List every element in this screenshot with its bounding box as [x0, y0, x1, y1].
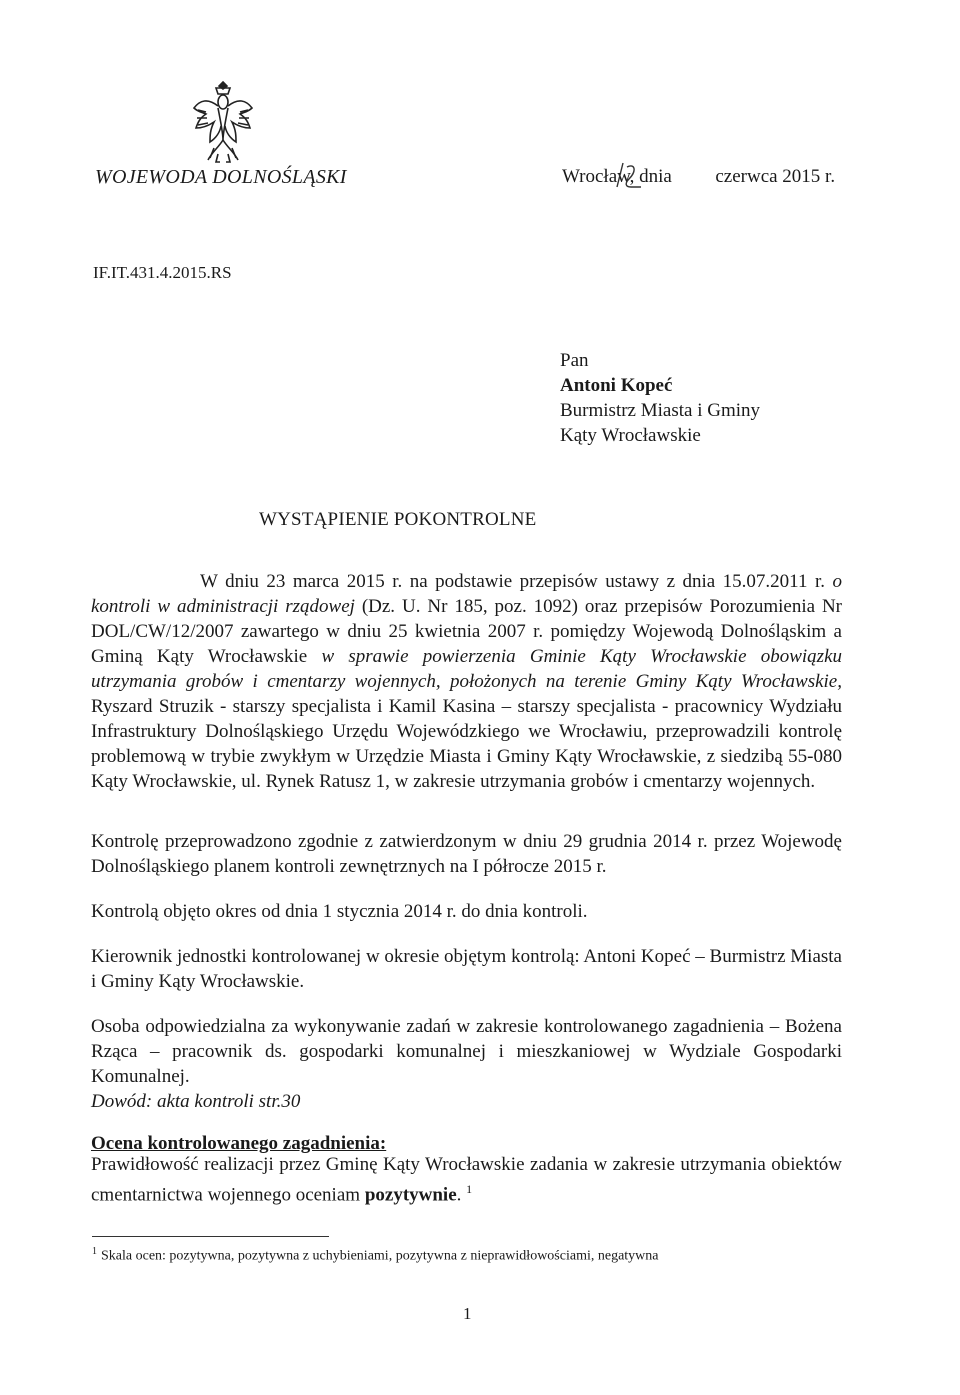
document-date: [562, 166, 835, 188]
paragraph-text: (Dz. U. Nr 185, poz. 1092) oraz przepisów Porozumienia Nr DOL/CW/12/2007 zawartego w dniu 25 kwietnia 2007 r. pomiędzy Wojewodą Dolnośląskim a Gminą Kąty Wrocławskie: [91, 596, 842, 667]
case-reference-number: IF.IT.431.4.2015.RS: [93, 263, 232, 282]
handwritten-day-mark: [611, 157, 647, 193]
assessment-end: .: [456, 1184, 462, 1206]
document-title: WYSTĄPIENIE POKONTROLNE: [259, 509, 537, 530]
addressee-place: Kąty Wrocławskie: [560, 425, 701, 446]
evidence-reference: Dowód: akta kontroli str.30: [91, 1091, 301, 1112]
paragraph-text-italic: w sprawie powierzenia Gminie Kąty Wrocławskie obowiązku utrzymania grobów i cmentarzy wojennych, położonych na terenie Gminy Kąty Wrocławskie,: [91, 646, 843, 692]
polish-eagle-emblem-icon: [188, 78, 258, 168]
paragraph-text: Ryszard Struzik - starszy specjalista i Kamil Kasina – starszy specjalista - pracownicy Wydziału Infrastruktury Dolnośląskiego Urzędu Wojewódzkiego we Wrocławiu, przeprowadzili kontrolę problemową w trybie zwykłym w Urzędzie Miasta i Gminy Kąty Wrocławskie, z siedzibą 55-080 Kąty Wrocławskie, ul. Rynek Ratusz 1, w zakresie utrzymania grobów i cmentarzy wojennych.: [91, 696, 842, 792]
footnote: [92, 1246, 659, 1265]
footnote-divider: [92, 1236, 329, 1237]
paragraph-plan: Kontrolę przeprowadzono zgodnie z zatwierdzonym w dniu 29 grudnia 2014 r. przez Wojewodę Dolnośląskiego planem kontroli zewnętrznych na I półrocze 2015 r.: [91, 831, 842, 877]
page-number: 1: [463, 1304, 472, 1323]
assessment-paragraph: [91, 1152, 842, 1207]
paragraph-introduction: [91, 569, 842, 794]
assessment-result: pozytywnie: [364, 1184, 457, 1206]
paragraph-text: W dniu 23 marca 2015 r. na podstawie przepisów ustawy z dnia 15.07.2011 r.: [200, 571, 833, 592]
issuing-authority: WOJEWODA DOLNOŚLĄSKI: [95, 166, 347, 188]
paragraph-period: Kontrolą objęto okres od dnia 1 stycznia 2014 r. do dnia kontroli.: [91, 901, 588, 922]
footnote-text: Skala ocen: pozytywna, pozytywna z uchybieniami, pozytywna z nieprawidłowościami, negatywna: [101, 1248, 659, 1264]
paragraph-head-of-unit: Kierownik jednostki kontrolowanej w okresie objętym kontrolą: Antoni Kopeć – Burmistrz Miasta i Gminy Kąty Wrocławskie.: [91, 946, 842, 992]
addressee-block: [560, 348, 760, 448]
footnote-number: 1: [92, 1246, 97, 1257]
footnote-reference: 1: [466, 1182, 473, 1196]
date-prefix: Wrocław, dnia: [562, 166, 672, 187]
assessment-heading: Ocena kontrolowanego zagadnienia:: [91, 1133, 387, 1154]
addressee-position: Burmistrz Miasta i Gminy: [560, 400, 761, 421]
assessment-text: Prawidłowość realizacji przez Gminę Kąty Wrocławskie zadania w zakresie utrzymania obiektów cmentarnictwa wojennego oceniam: [91, 1154, 842, 1206]
date-suffix: czerwca 2015 r.: [715, 166, 836, 187]
addressee-salutation: Pan: [560, 350, 589, 371]
addressee-name: Antoni Kopeć: [560, 375, 673, 396]
paragraph-text-italic: o kontroli w administracji rządowej: [91, 571, 842, 617]
paragraph-responsible-person: [91, 1014, 842, 1114]
responsible-person-text: Osoba odpowiedzialna za wykonywanie zadań w zakresie kontrolowanego zagadnienia – Bożena Rząca – pracownik ds. gospodarki komunalnej i mieszkaniowej w Wydziale Gospodarki Komunalnej.: [91, 1016, 842, 1087]
